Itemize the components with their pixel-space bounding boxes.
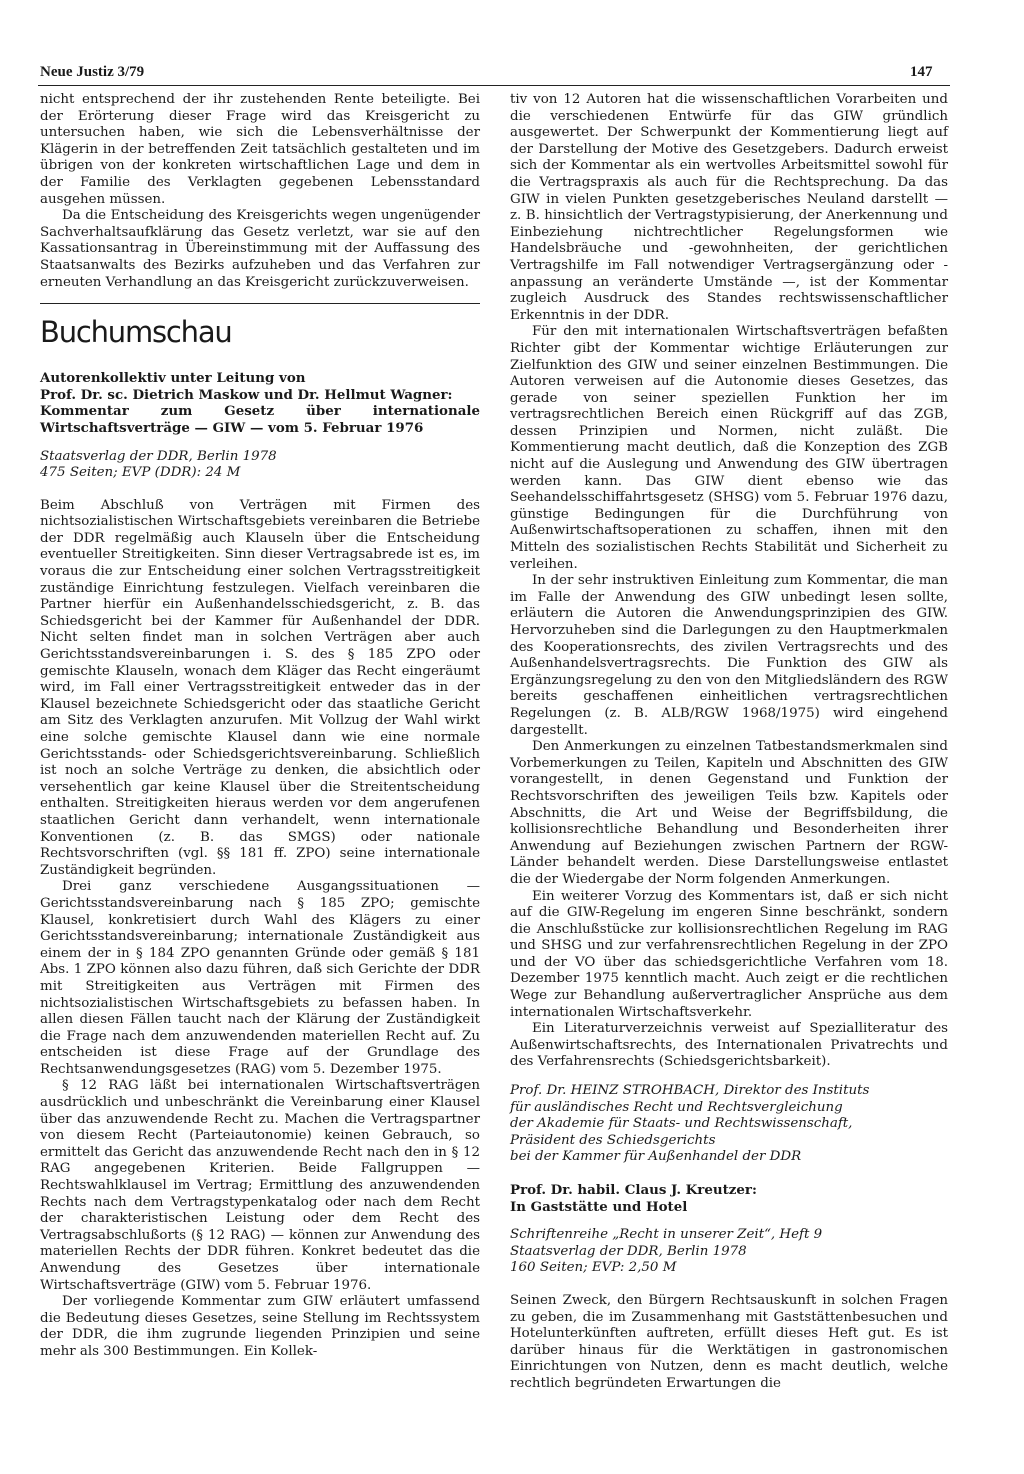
book-publisher: Staatsverlag der DDR, Berlin 1978 [40, 448, 277, 464]
reviewer-line: Prof. Dr. HEINZ STROHBACH, Direktor des Instituts [510, 1083, 870, 1099]
book-title: In Gaststätte und Hotel [510, 1198, 688, 1215]
section-rule [40, 303, 480, 304]
paragraph: Ein Literaturverzeichnis verweist auf Spezialliteratur des Außenwirtschaftsrechts, des Internationalen Privatrechts und des Verfahrensrechts (Schiedsgerichtsbarkeit). [510, 1021, 948, 1070]
header-rule [38, 85, 950, 86]
book-pages-price: 475 Seiten; EVP (DDR): 24 M [40, 465, 241, 481]
paragraph: In der sehr instruktiven Einleitung zum Kommentar, die man im Falle der Anwendung des GIW unbedingt lesen sollte, erläutern die Autoren die Anwendungsprinzipien des GIW. Hervorzuheben sind die Darlegungen zu den Hauptmerkmalen des Kooperationsrechts, des zivilen Vertragsrechts und des Außenhandelsvertragsrechts. Die Funktion des GIW als Ergänzungsregelung zu den von den Mitgliedsländern des RGW bereits geschaffenen einheitlichen vertragsrechtlichen Regelungen (z. B. ALB/RGW 1968/1975) wird eingehend dargestellt. [510, 573, 948, 738]
book-author: Prof. Dr. habil. Claus J. Kreutzer: [510, 1182, 757, 1198]
paragraph: Seinen Zweck, den Bürgern Rechtsauskunft in solchen Fragen zu geben, die im Zusammenhang mit Gaststättenbesuchen und Hotelunterkünften auftreten, erfüllt dieses Heft gut. Es ist darüber hinaus für die Werktätigen in gastronomischen Einrichtungen von Nutzen, denn es macht deutlich, welche rechtlich begründeten Erwartungen die [510, 1292, 948, 1391]
paragraph: § 12 RAG läßt bei internationalen Wirtschaftsverträgen ausdrücklich und unbeschränkt die Vereinbarung einer Klausel über das anzuwendende Recht zu. Machen die Vertragspartner von diesem Recht (Parteiautonomie) keinen Gebrauch, so ermittelt das Gericht das anzuwendende Recht nach den in § 12 RAG angegebenen Kriterien. Beide Fallgruppen — Rechtswahlklausel im Vertrag; Ermittlung des anzuwendenden Rechts nach dem Vertragstypenkatalog oder nach dem Recht der charakteristischen Leistung oder dem Recht des Vertragsabschlußorts (§ 12 RAG) — können zur Anwendung des materiellen Rechts der DDR führen. Konkret bedeutet das die Anwendung des Gesetzes über internationale Wirtschaftsverträge (GIW) vom 5. Februar 1976. [40, 1078, 480, 1293]
section-title: Buchumschau [40, 315, 232, 350]
book-authors-line: Prof. Dr. sc. Dietrich Maskow und Dr. Hellmut Wagner: [40, 386, 453, 403]
paragraph: nicht entsprechend der ihr zustehenden Rente beteiligte. Bei der Erörterung dieser Frage wird das Kreisgericht zu untersuchen haben, wie sich die Lebensverhältnisse der Klägerin in der betreffenden Zeit tatsächlich gestalteten und im übrigen von der konkreten wirtschaftlichen Lage und dem in der Familie des Verklagten gegebenen Lebensstandard ausgehen müssen. [40, 92, 480, 207]
book-authors [40, 370, 480, 403]
book-pages-price: 160 Seiten; EVP: 2,50 M [510, 1260, 677, 1276]
reviewer-line: für ausländisches Recht und Rechtsvergleichung [510, 1099, 843, 1115]
reviewer-line: bei der Kammer für Außenhandel der DDR [510, 1149, 802, 1165]
left-column [40, 92, 480, 1361]
journal-title: Neue Justiz 3/79 [40, 64, 145, 80]
paragraph: Beim Abschluß von Verträgen mit Firmen des nichtsozialistischen Wirtschaftsgebiets vereinbaren die Betriebe der DDR regelmäßig auch Klauseln über die Entscheidung eventueller Streitigkeiten. Sinn dieser Vertragsabrede ist es, im voraus die zur Entscheidung einer solchen Vertragsstreitigkeit zuständige Einrichtung festzulegen. Vielfach vereinbaren die Partner hierfür ein Außenhandelsschiedsgericht, z. B. das Schiedsgericht bei der Kammer für Außenhandel der DDR. Nicht selten findet man in solchen Verträgen aber auch Gerichtsstandsvereinbarungen i. S. des § 185 ZPO oder gemischte Klauseln, wonach dem Kläger das Recht eingeräumt wird, im Fall einer Vertragsstreitigkeit entweder das in der Klausel bezeichnete Schiedsgericht oder das staatliche Gericht am Sitz des Verklagten anzurufen. Mit Vollzug der Wahl wirkt eine solche gemischte Klausel dann wie eine normale Gerichtsstands- oder Schiedsgerichtsvereinbarung. Schließlich ist noch an solche Verträge zu denken, die absichtlich oder versehentlich gar keine Klausel über die Streitentscheidung enthalten. Streitigkeiten hieraus werden vor dem angerufenen staatlichen Gericht dann verhandelt, wenn internationale Konventionen (z. B. das SMGS) oder nationale Rechtsvorschriften (vgl. §§ 181 ff. ZPO) seine internationale Zuständigkeit begründen. [40, 497, 480, 878]
right-column [510, 92, 948, 1393]
reviewer-line: Präsident des Schiedsgerichts [510, 1132, 716, 1148]
paragraph: Drei ganz verschiedene Ausgangssituationen — Gerichtsstandsvereinbarung nach § 185 ZPO; gemischte Klausel, konkretisiert durch Wahl des Klägers zu einer Gerichtsstandsvereinbarung; internationale Zuständigkeit aus einem der in § 184 ZPO genannten Gründe oder gemäß § 181 Abs. 1 ZPO können also dazu führen, daß sich Gerichte der DDR mit Streitigkeiten aus Verträgen mit Firmen des nichtsozialistischen Wirtschaftsgebiets zu befassen haben. In allen diesen Fällen taucht nach der Klärung der Zuständigkeit die Frage nach dem anzuwendenden materiellen Recht auf. Zu entscheiden ist diese Frage auf der Grundlage des Rechtsanwendungsgesetzes (RAG) vom 5. Dezember 1975. [40, 879, 480, 1077]
paragraph: Für den mit internationalen Wirtschaftsverträgen befaßten Richter gibt der Kommentar wichtige Erläuterungen zur Zielfunktion des GIW und seiner einzelnen Bestimmungen. Die Autoren verweisen auf die Autonomie dieses Gesetzes, das gerade von seiner speziellen Funktion her im vertragsrechtlichen Bereich einen Rückgriff auf das ZGB, dessen Prinzipien und Normen, nicht zuläßt. Die Kommentierung macht deutlich, daß die Konzeption des ZGB nicht auf die Auslegung und Anwendung des GIW übertragen werden kann. Das GIW dient ebenso wie das Seehandelsschiffahrtsgesetz (SHSG) vom 5. Februar 1976 dazu, günstige Bedingungen für die Durchführung von Außenwirtschaftsoperationen zu schaffen, ihnen mit den Mitteln des sozialistischen Rechts Stabilität und Sicherheit zu verleihen. [510, 324, 948, 572]
paragraph: Da die Entscheidung des Kreisgerichts wegen ungenügender Sachverhaltsaufklärung das Gesetz verletzt, war sie auf den Kassationsantrag in Übereinstimmung mit der Auffassung des Staatsanwalts des Bezirks aufzuheben und das Verfahren zur erneuten Verhandlung an das Kreisgericht zurückzuverweisen. [40, 208, 480, 290]
book-publisher: Staatsverlag der DDR, Berlin 1978 [510, 1243, 747, 1259]
book-series: Schriftenreihe „Recht in unserer Zeit“, Heft 9 [510, 1227, 823, 1243]
book-authors-line: Autorenkollektiv unter Leitung von [40, 370, 306, 387]
paragraph: Ein weiterer Vorzug des Kommentars ist, daß er sich nicht auf die GIW-Regelung im engeren Sinne beschränkt, sondern die Anschlußstücke zur kollisionsrechtlichen Regelung im RAG und SHSG und zur verfahrensrechtlichen Regelung in der ZPO und der VO über das schiedsgerichtliche Verfahren vom 18. Dezember 1975 kenntlich macht. Auch zeigt er die rechtlichen Wege zur Behandlung außervertraglicher Ansprüche aus dem internationalen Wirtschaftsverkehr. [510, 888, 948, 1020]
paragraph: tiv von 12 Autoren hat die wissenschaftlichen Vorarbeiten und die verschiedenen Entwürfe für das GIW gründlich ausgewertet. Der Schwerpunkt der Kommentierung liegt auf der Darstellung der Motive des Gesetzgebers. Dadurch erweist sich der Kommentar als ein wertvolles Arbeitsmittel sowohl für die Vertragspraxis als auch für die Rechtsprechung. Da das GIW in vielen Punkten gesetzgeberisches Neuland darstellt — z. B. hinsichtlich der Vertragstypisierung, der Anerkennung und Einbeziehung nichtrechtlicher Regelungsformen wie Handelsbräuche und -gewohnheiten, der gerichtlichen Vertragshilfe im Fall notwendiger Vertragsergänzung oder -anpassung an veränderte Umstände —, ist der Kommentar zugleich Ausdruck des Standes rechtswissenschaftlicher Erkenntnis in der DDR. [510, 92, 948, 323]
paragraph: Der vorliegende Kommentar zum GIW erläutert umfassend die Bedeutung dieses Gesetzes, seine Stellung im Rechtssystem der DDR, die ihm zugrunde liegenden Prinzipien und seine mehr als 300 Bestimmungen. Ein Kollek- [40, 1294, 480, 1359]
reviewer-line: der Akademie für Staats- und Rechtswissenschaft, [510, 1116, 853, 1132]
book-title: Kommentar zum Gesetz über internationale Wirtschaftsverträge — GIW — vom 5. Februar 1976 [40, 403, 480, 436]
paragraph: Den Anmerkungen zu einzelnen Tatbestandsmerkmalen sind Vorbemerkungen zu Teilen, Kapiteln und Abschnitten des GIW vorangestellt, in denen Gegenstand und Funktion der Rechtsvorschriften des jeweiligen Teils bzw. Kapitels oder Abschnitts, die Art und Weise der Begriffsbildung, die kollisionsrechtliche Behandlung und Besonderheiten ihrer Anwendung auf Beziehungen zwischen Partnern der RGW-Länder behandelt werden. Diese Darstellungsweise entlastet die der Wiedergabe der Norm folgenden Anmerkungen. [510, 739, 948, 887]
page-number: 147 [910, 64, 933, 80]
reviewer-signature [510, 1083, 948, 1166]
